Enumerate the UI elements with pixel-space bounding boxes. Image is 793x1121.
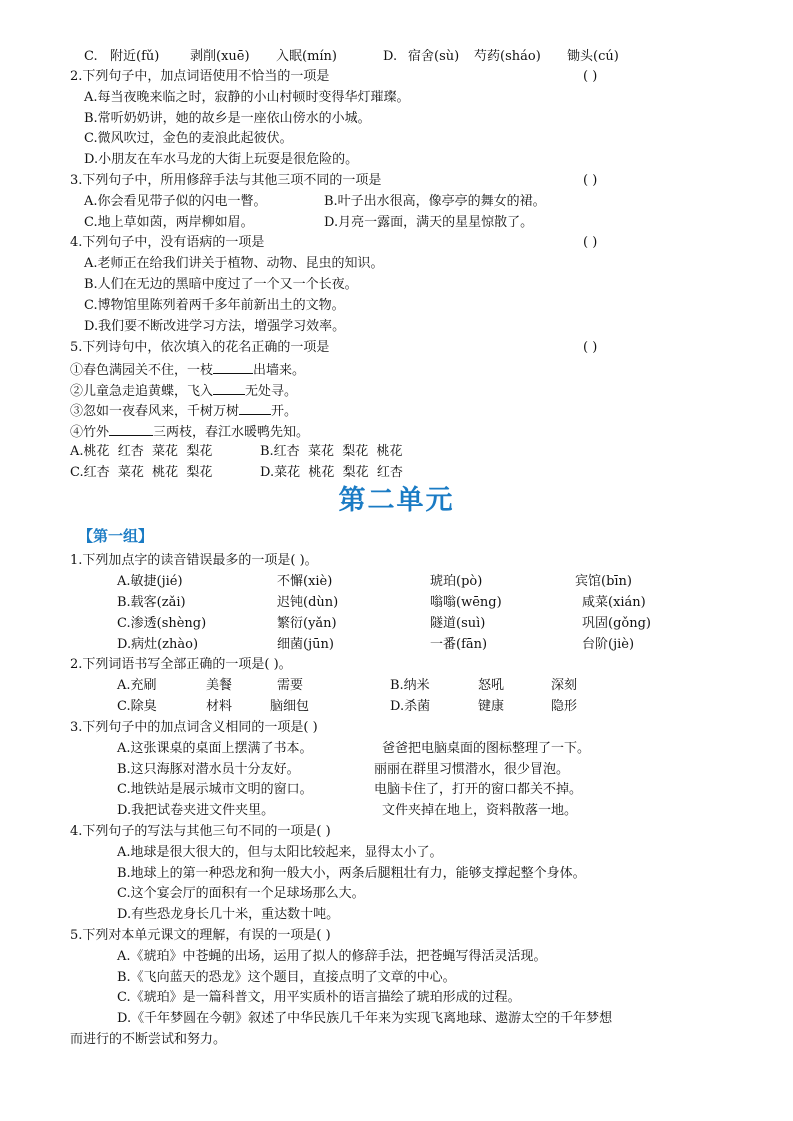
question-stem: 3.下列句子中的加点词含义相同的一项是( )	[70, 720, 318, 735]
option-a: A.桃花 红杏 菜花 梨花	[70, 444, 213, 459]
option-d: D.我们要不断改进学习方法，增强学习效率。	[84, 319, 346, 334]
option-b: B.常听奶奶讲，她的故乡是一座依山傍水的小城。	[84, 111, 371, 126]
q1-option-c-item: 入眠(mín)	[276, 49, 338, 64]
word-option: 脑细包	[270, 699, 310, 714]
answer-blank: ( )	[583, 173, 598, 188]
word-option: D.杀菌	[390, 699, 431, 714]
question-stem: 5.下列诗句中，依次填入的花名正确的一项是	[70, 340, 330, 355]
poem-line-text: ②儿童急走追黄蝶，飞入	[70, 384, 214, 399]
option-c: C.红杏 菜花 桃花 梨花	[70, 465, 213, 480]
sentence-option: 爸爸把电脑桌面的图标整理了一下。	[382, 741, 591, 756]
fill-blank[interactable]	[213, 359, 253, 374]
option-d: D.菜花 桃花 梨花 红杏	[260, 465, 403, 480]
poem-line-text: ③忽如一夜春风来，千树万树	[70, 404, 240, 419]
pinyin-option: 一番(fān)	[430, 637, 488, 652]
pinyin-option: 琥珀(pò)	[430, 574, 483, 589]
option-c: C.《琥珀》是一篇科普文，用平实质朴的语言描绘了琥珀形成的过程。	[117, 990, 521, 1005]
pinyin-option: 嗡嗡(wēng)	[430, 595, 502, 610]
option-a: A.《琥珀》中苍蝇的出场，运用了拟人的修辞手法，把苍蝇写得活灵活现。	[117, 949, 547, 964]
option-d: D.小朋友在车水马龙的大街上玩耍是很危险的。	[84, 152, 359, 167]
pinyin-option: 繁衍(yǎn)	[277, 616, 337, 631]
question-stem: 2.下列词语书写全部正确的一项是( )。	[70, 657, 292, 672]
question-stem: 2.下列句子中，加点词语使用不恰当的一项是	[70, 69, 330, 84]
option-a: A.地球是很大很大的，但与太阳比较起来，显得太小了。	[117, 845, 443, 860]
question-stem: 3.下列句子中，所用修辞手法与其他三项不同的一项是	[70, 173, 382, 188]
option-d: D.《千年梦圆在今朝》叙述了中华民族几千年来为实现飞离地球、遨游太空的千年梦想	[117, 1011, 613, 1026]
question-stem: 4.下列句子的写法与其他三句不同的一项是( )	[70, 824, 331, 839]
word-option: 深刻	[551, 678, 578, 693]
word-option: A.充刷	[117, 678, 157, 693]
q1-option-d-item: 宿舍(sù)	[408, 49, 460, 64]
option-c: C.地上草如茵，两岸柳如眉。	[84, 215, 254, 230]
poem-line	[70, 359, 305, 379]
pinyin-option: D.病灶(zhào)	[117, 637, 199, 652]
q1-option-c-item: 剥削(xuē)	[190, 49, 250, 64]
poem-line-text: 无处寻。	[245, 384, 298, 399]
unit-title: 第二单元	[338, 485, 455, 516]
poem-line-text: 出墙来。	[253, 363, 306, 378]
option-b: B.红杏 菜花 梨花 桃花	[260, 444, 403, 459]
poem-line-text: 三两枝，春江水暖鸭先知。	[153, 425, 310, 440]
pinyin-option: 不懈(xiè)	[277, 574, 333, 589]
pinyin-option: 隧道(suì)	[430, 616, 486, 631]
q1-option-c-label: C.	[84, 49, 98, 64]
pinyin-option: A.敏捷(jié)	[117, 574, 183, 589]
sentence-option: 电脑卡住了，打开的窗口都关不掉。	[374, 782, 583, 797]
word-option: 隐形	[551, 699, 578, 714]
sentence-option: B.这只海豚对潜水员十分友好。	[117, 762, 300, 777]
sentence-option: C.地铁站是展示城市文明的窗口。	[117, 782, 313, 797]
word-option: 美餐	[206, 678, 233, 693]
pinyin-option: 迟钝(dùn)	[277, 595, 339, 610]
poem-line	[70, 421, 309, 441]
fill-blank[interactable]	[239, 400, 271, 415]
answer-blank: ( )	[583, 69, 598, 84]
q1-option-d-label: D.	[383, 49, 398, 64]
pinyin-option: B.载客(zǎi)	[117, 595, 186, 610]
poem-line-text: ④竹外	[70, 425, 110, 440]
q1-option-d-item: 锄头(cú)	[567, 49, 619, 64]
pinyin-option: 台阶(jiè)	[582, 637, 635, 652]
option-a: A.每当夜晚来临之时，寂静的小山村顿时变得华灯璀璨。	[84, 90, 410, 105]
poem-line-text: ①春色满园关不住，一枝	[70, 363, 214, 378]
q1-option-c-item: 附近(fǔ)	[110, 49, 160, 64]
option-b: B.叶子出水很高，像亭亭的舞女的裙。	[324, 194, 546, 209]
pinyin-option: C.渗透(shèng)	[117, 616, 207, 631]
answer-blank: ( )	[583, 340, 598, 355]
option-b: B.人们在无边的黑暗中度过了一个又一个长夜。	[84, 277, 358, 292]
pinyin-option: 巩固(gǒng)	[582, 616, 651, 631]
sentence-option: 文件夹掉在地上，资料散落一地。	[382, 803, 578, 818]
sentence-option: 丽丽在群里习惯潜水，很少冒泡。	[374, 762, 570, 777]
pinyin-option: 咸菜(xián)	[582, 595, 646, 610]
word-option: 怒吼	[478, 678, 505, 693]
word-option: 材料	[206, 699, 233, 714]
fill-blank[interactable]	[213, 380, 245, 395]
word-option: 需要	[277, 678, 304, 693]
q1-option-d-item: 芍药(sháo)	[474, 49, 541, 64]
poem-line-text: 开。	[271, 404, 298, 419]
question-stem: 1.下列加点字的读音错误最多的一项是( )。	[70, 553, 318, 568]
option-b: B.地球上的第一种恐龙和狗一般大小，两条后腿粗壮有力，能够支撑起整个身体。	[117, 866, 586, 881]
option-d-continued: 而进行的不断尝试和努力。	[70, 1032, 227, 1047]
word-option: 键康	[478, 699, 505, 714]
option-b: B.《飞向蓝天的恐龙》这个题目，直接点明了文章的中心。	[117, 970, 456, 985]
word-option: C.除臭	[117, 699, 157, 714]
pinyin-option: 细菌(jūn)	[277, 637, 334, 652]
fill-blank[interactable]	[109, 421, 153, 436]
answer-blank: ( )	[583, 235, 598, 250]
pinyin-option: 宾馆(bīn)	[575, 574, 632, 589]
group-title: 【第一组】	[78, 527, 154, 545]
poem-line	[70, 400, 297, 420]
option-c: C.这个宴会厅的面积有一个足球场那么大。	[117, 886, 365, 901]
sentence-option: A.这张课桌的桌面上摆满了书本。	[117, 741, 313, 756]
option-d: D.有些恐龙身长几十米，重达数十吨。	[117, 907, 340, 922]
option-d: D.月亮一露面，满天的星星惊散了。	[324, 215, 534, 230]
option-c: C.微风吹过，金色的麦浪此起彼伏。	[84, 131, 293, 146]
option-a: A.你会看见带子似的闪电一瞥。	[84, 194, 267, 209]
sentence-option: D.我把试卷夹进文件夹里。	[117, 803, 275, 818]
poem-line	[70, 380, 297, 400]
question-stem: 5.下列对本单元课文的理解，有误的一项是( )	[70, 928, 331, 943]
option-a: A.老师正在给我们讲关于植物、动物、昆虫的知识。	[84, 256, 384, 271]
word-option: B.纳米	[390, 678, 430, 693]
question-stem: 4.下列句子中，没有语病的一项是	[70, 235, 265, 250]
option-c: C.博物馆里陈列着两千多年前新出土的文物。	[84, 298, 345, 313]
